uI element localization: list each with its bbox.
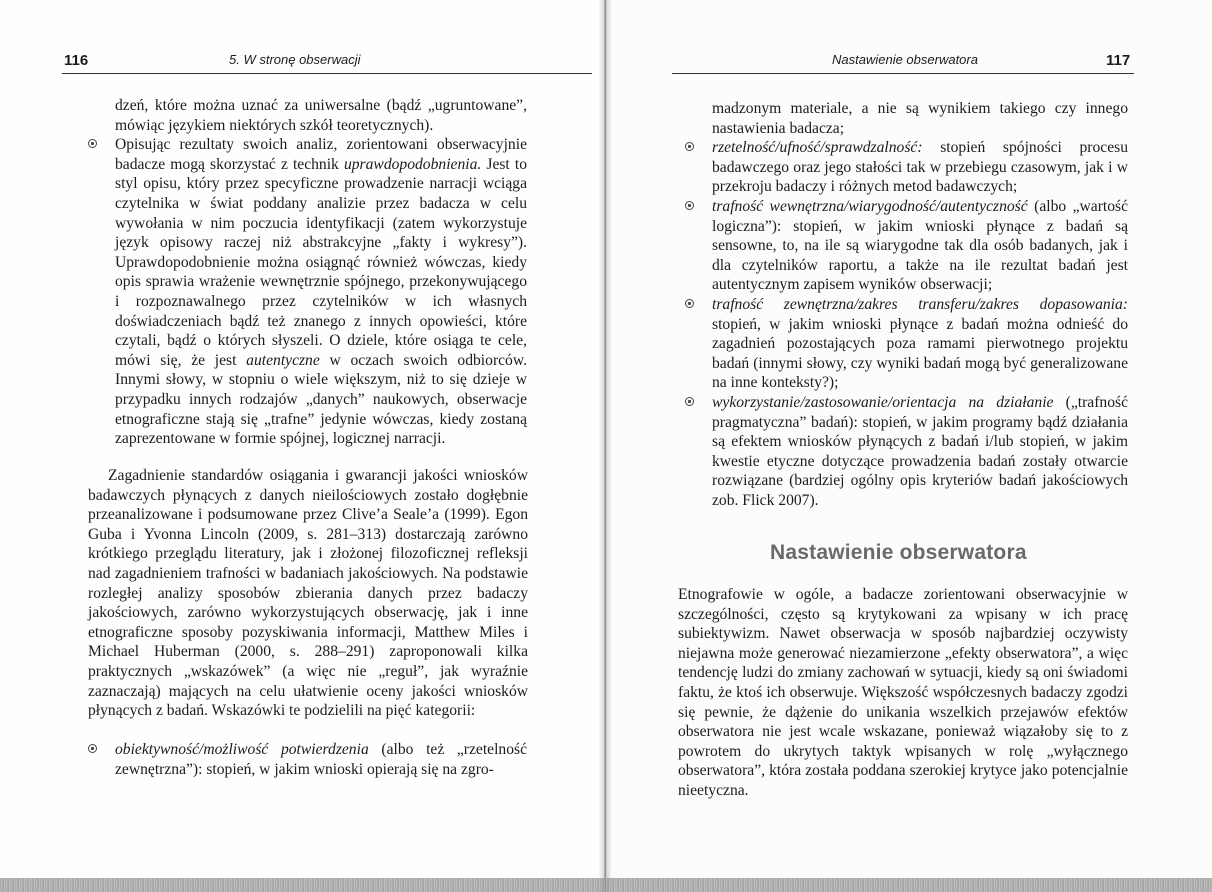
list-item: wykorzystanie/zastosowanie/orientacja na działanie („trafność pragmatyczna” badań): stopień, w jakim programy bądź działania są efektem wniosków płynących z badań i/lub stopień, w jakim kwestie etyczne dotyczące prowadzenia badań zostały otwarcie rozwiązane (bardziej ogólny opis kryteriów badań jakościowych zob. Flick 2007). [712,393,1128,511]
list-item: trafność wewnętrzna/wiarygodność/autentyczność (albo „wartość logiczna”): stopień, w jakim wnioski płynące z badań są sensowne, to, na ile są wiarygodne tak dla osób badanych, jak i dla czytelników raportu, a także na ile rezultat badań jest autentycznym zapisem wyników obserwacji; [712,197,1128,295]
left-page-number: 116 [64,52,89,69]
left-body-bottom [115,740,527,779]
right-page-number: 117 [1106,52,1131,69]
list-item: Opisując rezultaty swoich analiz, zorientowani obserwacyjnie badacze mogą skorzystać z technik uprawdopodobnienia. Jest to styl opisu, który przez specyficzne prowadzenie narracji wciąga czytelnika w świat poddany analizie przez badacza w celu wywołania w nim poczucia identyfikacji (zatem wykorzystuje język opisowy raczej niż abstrakcyjne „fakty i wykresy”). Uprawdopodobnienie można osiągnąć również wówczas, kiedy opis sprawia wrażenie wewnętrznie spójnego, przekonywującego i rozpoznawalnego przez czytelników w ich własnych doświadczeniach bądź też znanego z innych opowieści, które czytali, bądź o których słyszeli. O dziele, które osiąga te cele, mówi się, że jest autentyczne w oczach swoich odbiorców. Innymi słowy, w stopniu o wiele większym, niż to się dzieje w przypadku innych rodzajów „danych” naukowych, obserwacje etnograficzne stają się „trafne” jedynie wówczas, kiedy zostaną zaprezentowane w formie spójnej, logicznej narracji. [115,135,527,449]
right-section-body [678,585,1128,801]
right-header-rule [672,73,1134,74]
list-item: trafność zewnętrzna/zakres transferu/zakres dopasowania: stopień, w jakim wnioski płynące z badań można odnieść do zagadnień pozostających poza ramami pierwotnego projektu badań (innymi słowy, czy wyniki badań mogą być generalizowane na inne konteksty?); [712,295,1128,393]
right-running-head: Nastawienie obserwatora [832,52,978,67]
list-item: rzetelność/ufność/sprawdzalność: stopień spójności procesu badawczego oraz jego stałości tak w przebiegu czasowym, jak i w przekroju badaczy i różnych metod badawczych; [712,138,1128,197]
bullet-icon [685,397,694,406]
section-heading: Nastawienie obserwatora [770,541,1027,564]
bullet-icon [685,201,694,210]
right-body-top [712,99,1128,510]
bullet-icon [685,299,694,308]
list-item: obiektywność/możliwość potwierdzenia (albo też „rzetelność zewnętrzna”): stopień, w jakim wnioski opierają się na zgro- [115,740,527,779]
book-gutter [598,0,612,892]
left-paragraph [88,466,528,721]
criteria-list [712,138,1128,510]
bullet-list [115,740,527,779]
continuation-text: dzeń, które można uznać za uniwersalne (bądź „ugruntowane”, mówiąc językiem niektórych szkół teoretycznych). [115,97,527,134]
bullet-icon [88,744,97,753]
section-paragraph: Etnografowie w ogóle, a badacze zorientowani obserwacyjnie w szczególności, często są krytykowani za wpisany w ich pracę subiektywizm. Nawet obserwacja w sposób najbardziej oczywisty niejawna może generować niezamierzone „efekty obserwatora”, a więc tendencję ludzi do zmiany zachowań w sytuacji, kiedy są oni świadomi faktu, że ktoś ich obserwuje. Większość współczesnych badaczy zgodzi się pewnie, że dążenie do unikania wszelkich przejawów efektów obserwatora nie jest wcale wskazane, ponieważ wiązałoby się to z powrotem do ukrytych taktyk wpisanych w rolę „wyłącznego obserwatora”, która została poddana szerokiej krytyce jako potencjalnie nieetyczna. [678,586,1128,799]
continuation-text: madzonym materiale, a nie są wynikiem takiego czy innego nastawienia badacza; [712,100,1128,137]
bullet-list [115,135,527,449]
left-running-head: 5. W stronę obserwacji [229,52,361,67]
left-body-top [115,96,527,449]
page-bottom-edge [0,878,1212,892]
body-paragraph: Zagadnienie standardów osiągania i gwarancji jakości wniosków badawczych płynących z danych nieilościowych zostało dogłębnie przeanalizowane i podsumowane przez Clive’a Seale’a (1999). Egon Guba i Yvonna Lincoln (2009, s. 281–313) dostarczają zarówno krótkiego przeglądu literatury, jak i złożonej filozoficznej refleksji nad zagadnieniem trafności w badaniach jakościowych. Na podstawie rozległej analizy sposobów zbierania danych przez badaczy jakościowych, zarówno wykorzystujących obserwację, jak i inne etnograficzne sposoby pozyskiwania informacji, Matthew Miles i Michael Huberman (2000, s. 288–291) zaproponowali kilka praktycznych „wskazówek” (a więc nie „reguł”, jak wyraźnie zaznaczają) mających na celu ułatwienie oceny jakości wniosków płynących z badań. Wskazówki te podzielili na pięć kategorii: [88,467,528,720]
left-header-rule [62,73,592,74]
